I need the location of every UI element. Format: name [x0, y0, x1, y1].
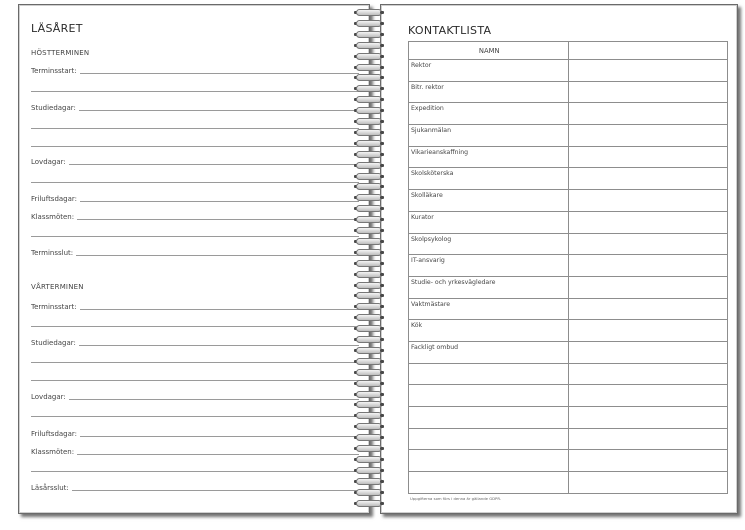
role-cell[interactable]: [409, 472, 569, 494]
contact-cell[interactable]: [568, 60, 728, 82]
spiral-coil: [354, 422, 384, 431]
write-line[interactable]: [31, 471, 359, 472]
spiral-coil: [354, 63, 384, 72]
table-row: [409, 428, 728, 450]
contact-table: [408, 41, 728, 494]
role-cell[interactable]: [409, 450, 569, 472]
spiral-coil: [354, 313, 384, 322]
page-title: LÄSÅRET: [31, 22, 83, 35]
year-end-field[interactable]: [31, 480, 359, 494]
contact-cell[interactable]: [568, 255, 728, 277]
role-label: Fackligt ombud: [411, 343, 459, 351]
holidays-field[interactable]: [31, 389, 359, 403]
spiral-coil: [354, 237, 384, 246]
spiral-coil: [354, 455, 384, 464]
table-row: [409, 363, 728, 385]
spiral-coil: [354, 161, 384, 170]
term-start-field[interactable]: [31, 63, 359, 77]
spiral-coil: [354, 226, 384, 235]
role-label: Vaktmästare: [411, 300, 451, 308]
spiral-coil: [354, 433, 384, 442]
contact-cell[interactable]: [568, 363, 728, 385]
spiral-coil: [354, 204, 384, 213]
spiral-coil: [354, 444, 384, 453]
role-label: Kök: [411, 322, 423, 330]
role-cell[interactable]: [409, 407, 569, 429]
table-row: [409, 60, 728, 82]
table-row: [409, 146, 728, 168]
role-cell[interactable]: [409, 146, 569, 168]
field-label: Lovdagar:: [31, 158, 69, 166]
study-days-field[interactable]: [31, 100, 359, 114]
role-label: Skolpsykolog: [411, 235, 452, 243]
spiral-coil: [354, 117, 384, 126]
role-label: Skolläkare: [411, 192, 443, 200]
spiral-coil: [354, 172, 384, 181]
spiral-coil: [354, 73, 384, 82]
contact-cell[interactable]: [568, 298, 728, 320]
write-line[interactable]: [31, 362, 359, 363]
table-row: [409, 190, 728, 212]
table-row: [409, 276, 728, 298]
field-label: Terminsstart:: [31, 67, 80, 75]
table-row: [409, 298, 728, 320]
role-label: Skolsköterska: [411, 170, 454, 178]
contact-cell[interactable]: [568, 233, 728, 255]
field-label: Studiedagar:: [31, 339, 79, 347]
field-label: Läsårsslut:: [31, 484, 72, 492]
spiral-coil: [354, 182, 384, 191]
role-label: Vikarieanskaffning: [411, 148, 469, 156]
table-row: [409, 407, 728, 429]
field-label: Friluftsdagar:: [31, 430, 80, 438]
write-line[interactable]: [31, 146, 359, 147]
role-label: IT-ansvarig: [411, 257, 445, 265]
spiral-coil: [354, 302, 384, 311]
page-title: KONTAKTLISTA: [408, 24, 492, 37]
spiral-coil: [354, 411, 384, 420]
spiral-coil: [354, 281, 384, 290]
role-cell[interactable]: [409, 385, 569, 407]
contact-cell[interactable]: [568, 407, 728, 429]
spiral-coil: [354, 19, 384, 28]
spiral-coil: [354, 150, 384, 159]
write-line[interactable]: [31, 236, 359, 237]
blank-column-header: [568, 42, 728, 60]
section-heading-spring: VÅRTERMINEN: [31, 283, 84, 291]
table-row: [409, 81, 728, 103]
role-cell[interactable]: [409, 60, 569, 82]
outdoor-days-field[interactable]: [31, 191, 359, 205]
contact-cell[interactable]: [568, 472, 728, 494]
field-label: Lovdagar:: [31, 393, 69, 401]
outdoor-days-field[interactable]: [31, 426, 359, 440]
spiral-coil: [354, 477, 384, 486]
footnote: Uppgifterna som förs i denna är gällande GDPR.: [410, 496, 502, 501]
field-label: Friluftsdagar:: [31, 195, 80, 203]
role-cell[interactable]: [409, 363, 569, 385]
spiral-coil: [354, 291, 384, 300]
role-cell[interactable]: [409, 233, 569, 255]
spiral-coil: [354, 215, 384, 224]
contact-cell[interactable]: [568, 385, 728, 407]
spiral-coil: [354, 193, 384, 202]
spiral-coil: [354, 499, 384, 508]
spiral-coil: [354, 357, 384, 366]
contact-cell[interactable]: [568, 276, 728, 298]
contact-cell[interactable]: [568, 125, 728, 147]
spiral-coil: [354, 466, 384, 475]
contact-cell[interactable]: [568, 168, 728, 190]
spiral-coil: [354, 8, 384, 17]
term-start-field[interactable]: [31, 299, 359, 313]
contact-cell[interactable]: [568, 341, 728, 363]
role-cell[interactable]: [409, 81, 569, 103]
left-page: [18, 4, 370, 514]
table-row: [409, 125, 728, 147]
spiral-coil: [354, 488, 384, 497]
write-line[interactable]: [31, 182, 359, 183]
table-row: [409, 103, 728, 125]
table-row: [409, 233, 728, 255]
role-label: Sjukanmälan: [411, 127, 452, 135]
name-column-header: NAMN: [409, 42, 569, 60]
spiral-coil: [354, 379, 384, 388]
spiral-coil: [354, 52, 384, 61]
table-row: [409, 320, 728, 342]
write-line[interactable]: [31, 128, 359, 129]
spiral-coil: [354, 400, 384, 409]
field-label: Terminsslut:: [31, 249, 76, 257]
contact-cell[interactable]: [568, 320, 728, 342]
role-cell[interactable]: [409, 428, 569, 450]
contact-cell[interactable]: [568, 146, 728, 168]
field-label: Studiedagar:: [31, 104, 79, 112]
table-row: [409, 450, 728, 472]
spiral-coil: [354, 248, 384, 257]
role-label: Rektor: [411, 62, 432, 69]
contact-cell[interactable]: [568, 211, 728, 233]
field-label: Klassmöten:: [31, 213, 77, 221]
role-cell[interactable]: [409, 211, 569, 233]
role-cell[interactable]: [409, 190, 569, 212]
write-line[interactable]: [31, 380, 359, 381]
table-body: [409, 60, 728, 494]
spiral-coil: [354, 324, 384, 333]
role-cell[interactable]: [409, 298, 569, 320]
spiral-coil: [354, 368, 384, 377]
spiral-coil: [354, 390, 384, 399]
spiral-coil: [354, 139, 384, 148]
study-days-field[interactable]: [31, 335, 359, 349]
write-line[interactable]: [31, 91, 359, 92]
contact-cell[interactable]: [568, 450, 728, 472]
table-row: [409, 341, 728, 363]
role-cell[interactable]: [409, 276, 569, 298]
field-label: Klassmöten:: [31, 448, 77, 456]
table-row: [409, 472, 728, 494]
write-line[interactable]: [31, 326, 359, 327]
term-end-field[interactable]: [31, 245, 359, 259]
table-header-row: [409, 42, 728, 60]
write-line[interactable]: [31, 416, 359, 417]
spiral-coil: [354, 259, 384, 268]
spiral-coil: [354, 128, 384, 137]
role-label: Expedition: [411, 105, 444, 113]
spiral-binding: [354, 8, 384, 508]
table-row: [409, 211, 728, 233]
role-label: Bitr. rektor: [411, 83, 444, 91]
section-heading-autumn: HÖSTTERMINEN: [31, 49, 90, 57]
role-label: Kurator: [411, 213, 434, 221]
contact-cell[interactable]: [568, 428, 728, 450]
role-label: Studie- och yrkesvägledare: [411, 278, 496, 286]
role-cell[interactable]: [409, 255, 569, 277]
role-cell[interactable]: [409, 125, 569, 147]
field-label: Terminsstart:: [31, 303, 80, 311]
role-cell[interactable]: [409, 103, 569, 125]
role-cell[interactable]: [409, 168, 569, 190]
holidays-field[interactable]: [31, 154, 359, 168]
spiral-coil: [354, 95, 384, 104]
contact-cell[interactable]: [568, 81, 728, 103]
table-row: [409, 255, 728, 277]
role-cell[interactable]: [409, 320, 569, 342]
contact-cell[interactable]: [568, 103, 728, 125]
spiral-coil: [354, 84, 384, 93]
right-page: [380, 4, 738, 514]
spiral-coil: [354, 30, 384, 39]
class-meetings-field[interactable]: [31, 209, 359, 223]
spiral-coil: [354, 41, 384, 50]
spiral-coil: [354, 346, 384, 355]
spiral-coil: [354, 270, 384, 279]
role-cell[interactable]: [409, 341, 569, 363]
spiral-coil: [354, 335, 384, 344]
table-row: [409, 168, 728, 190]
contact-cell[interactable]: [568, 190, 728, 212]
table-row: [409, 385, 728, 407]
class-meetings-field[interactable]: [31, 444, 359, 458]
spiral-coil: [354, 106, 384, 115]
